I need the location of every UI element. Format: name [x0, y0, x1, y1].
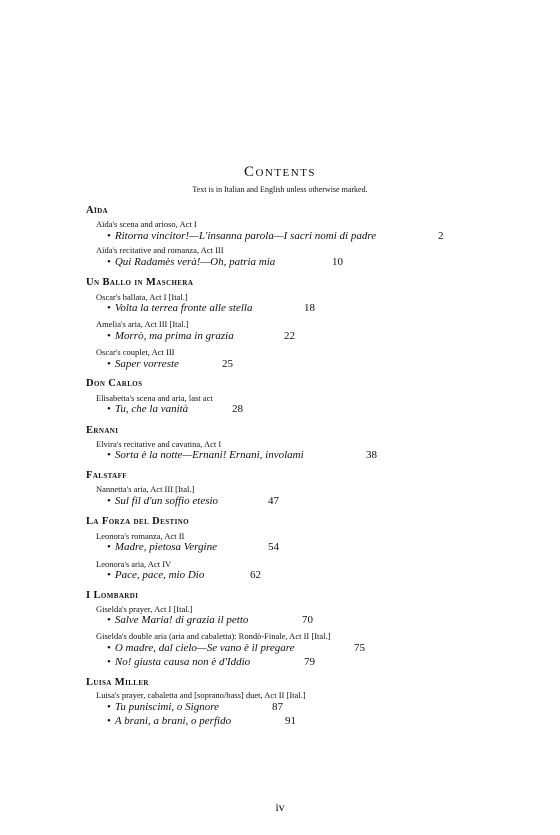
aria-title: Madre, pietosa Vergine — [114, 541, 217, 553]
aria-title: Salve Maria! di grazia il petto — [114, 614, 249, 626]
aria-entry[interactable] — [107, 569, 204, 581]
section-description: Oscar's couplet, Act III — [96, 347, 175, 357]
page-number: 28 — [232, 403, 243, 415]
section-description: Leonora's aria, Act IV — [96, 559, 172, 569]
bullet-icon: • — [107, 256, 111, 268]
bullet-icon: • — [107, 230, 111, 242]
page-number: 18 — [304, 302, 315, 314]
opera-title: Un Ballo in Maschera — [86, 277, 194, 288]
bullet-icon: • — [107, 449, 111, 461]
bullet-icon: • — [107, 403, 111, 415]
aria-entry[interactable] — [107, 642, 295, 654]
aria-entry[interactable] — [107, 403, 188, 415]
aria-title: Qui Radamès verà!—Oh, patria mia — [114, 256, 276, 268]
opera-title: I Lombardi — [86, 590, 139, 601]
page-number: 87 — [272, 701, 283, 713]
aria-entry[interactable] — [107, 614, 248, 626]
page-number: 70 — [302, 614, 313, 626]
section-description: Aïda's recitative and romanza, Act III — [96, 245, 224, 255]
aria-title: Sorta è la notte—Ernani! Ernani, involami — [114, 449, 304, 461]
bullet-icon: • — [107, 495, 111, 507]
opera-title: Falstaff — [86, 470, 127, 481]
bullet-icon: • — [107, 715, 111, 727]
page-number: 25 — [222, 358, 233, 370]
page-number: 22 — [284, 330, 295, 342]
opera-title: Ernani — [86, 425, 119, 436]
aria-title: Pace, pace, mio Dio — [114, 569, 205, 581]
page-number: 91 — [285, 715, 296, 727]
aria-title: Morrò, ma prima in grazia — [114, 330, 234, 342]
aria-entry[interactable] — [107, 256, 275, 268]
section-description: Nannetta's aria, Act III [Ital.] — [96, 484, 195, 494]
aria-entry[interactable] — [107, 715, 231, 727]
page-number: 79 — [304, 656, 315, 668]
aria-entry[interactable] — [107, 358, 179, 370]
section-description: Giselda's prayer, Act I [Ital.] — [96, 604, 193, 614]
section-description: Aïda's scena and arioso, Act I — [96, 219, 197, 229]
aria-title: A brani, a brani, o perfido — [114, 715, 232, 727]
section-description: Amelia's aria, Act III [Ital.] — [96, 319, 189, 329]
page-number: 38 — [366, 449, 377, 461]
page-title: Contents — [243, 164, 317, 180]
aria-title: Volta la terrea fronte alle stella — [114, 302, 253, 314]
page-number: 54 — [268, 541, 279, 553]
aria-entry[interactable] — [107, 656, 250, 668]
bullet-icon: • — [107, 656, 111, 668]
section-description: Elvira's recitative and cavatina, Act I — [96, 439, 222, 449]
aria-entry[interactable] — [107, 302, 252, 314]
section-description: Oscar's ballata, Act I [Ital.] — [96, 292, 188, 302]
opera-title: Don Carlos — [86, 378, 143, 389]
aria-title: No! giusta causa non è d'Iddio — [114, 656, 251, 668]
section-description: Elisabetta's scena and aria, last act — [96, 393, 213, 403]
bullet-icon: • — [107, 569, 111, 581]
section-description: Giselda's double aria (aria and cabaletta): Rondò-Finale, Act II [Ital.] — [96, 631, 331, 641]
aria-title: Ritorna vincitor!—L'insanna parola—I sacri nomi di padre — [114, 230, 377, 242]
bullet-icon: • — [107, 358, 111, 370]
aria-entry[interactable] — [107, 701, 219, 713]
opera-title: La Forza del Destino — [86, 516, 190, 527]
aria-title: Tu, che la vanità — [114, 403, 189, 415]
aria-entry[interactable] — [107, 330, 234, 342]
section-description: Luisa's prayer, cabaletta and [soprano/bass] duet, Act II [Ital.] — [96, 690, 306, 700]
aria-title: Sul fil d'un soffio etesio — [114, 495, 219, 507]
page-folio: iv — [275, 800, 285, 814]
aria-entry[interactable] — [107, 541, 217, 553]
page-note: Text is in Italian and English unless otherwise marked. — [192, 185, 368, 194]
page-number: 75 — [354, 642, 365, 654]
aria-entry[interactable] — [107, 230, 376, 242]
page-number: 10 — [332, 256, 343, 268]
bullet-icon: • — [107, 701, 111, 713]
page-number: 2 — [438, 230, 444, 242]
bullet-icon: • — [107, 541, 111, 553]
aria-title: Saper vorreste — [114, 358, 179, 370]
opera-title: Luisa Miller — [86, 677, 149, 688]
aria-title: Tu puniscimi, o Signore — [114, 701, 219, 713]
aria-entry[interactable] — [107, 449, 304, 461]
section-description: Leonora's romanza, Act II — [96, 531, 185, 541]
bullet-icon: • — [107, 330, 111, 342]
page-number: 62 — [250, 569, 261, 581]
page-number: 47 — [268, 495, 279, 507]
bullet-icon: • — [107, 614, 111, 626]
opera-title: Aïda — [86, 205, 109, 216]
aria-entry[interactable] — [107, 495, 218, 507]
aria-title: O madre, dal cielo—Se vano è il pregare — [114, 642, 295, 654]
bullet-icon: • — [107, 302, 111, 314]
bullet-icon: • — [107, 642, 111, 654]
